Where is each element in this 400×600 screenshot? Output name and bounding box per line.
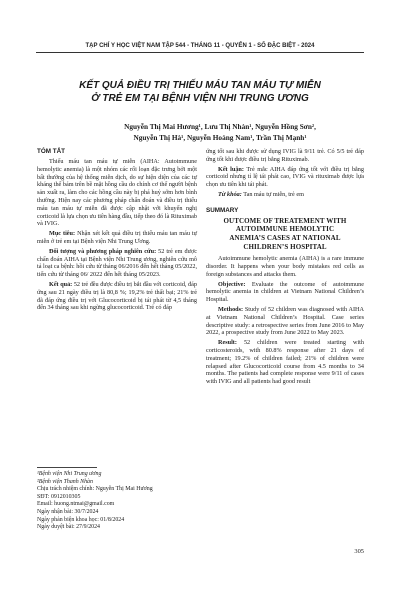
- header-rule: [36, 52, 364, 53]
- en-results-text: 52 children were treated starting with corticosteroids, with 80.8% response after 21 days of treatment; 19.2% of children failed; 21% of children were relapsed after Glucocorticoid course from 4.5 months to 34 months. The patients had complete response were 9/11 of cases with IVIG and all patients had good result: [206, 339, 364, 386]
- title-line-1: KẾT QUẢ ĐIỀU TRỊ THIẾU MÁU TAN MÁU TỰ MIỄN: [79, 80, 321, 91]
- en-intro: Autoimmune hemolytic anemia (AIHA) is a rare immune disorder. It happens when your body mistakes red cells as foreign substances and attacks them.: [206, 255, 364, 278]
- en-objective-text: Evaluate the outcome of autoimmune hemolytic anemia in children at Vietnam National Children’s Hospital.: [206, 280, 364, 304]
- left-column: [37, 148, 197, 314]
- en-methods-label: Methods:: [218, 305, 244, 313]
- vn-objective: [37, 230, 197, 246]
- phone: SĐT: 0912010305: [37, 493, 81, 500]
- en-results: [206, 339, 364, 386]
- right-column: [206, 148, 364, 388]
- en-title-line-2: AUTOIMMUNE HEMOLYTIC: [235, 225, 335, 234]
- vn-objective-text: Nhận xét kết quả điều trị thiếu máu tan máu tự miễn ở trẻ em tại Bệnh viện Nhi Trung Ương.: [37, 230, 197, 245]
- article-title: [40, 79, 360, 105]
- authors-line-1: Nguyễn Thị Mai Hương¹, Lưu Thị Nhàn¹, Nguyễn Hồng Sơn²,: [124, 122, 316, 131]
- vn-results: [37, 281, 197, 312]
- corresponding-author: Chịu trách nhiệm chính: Nguyễn Thị Mai Hương: [37, 486, 153, 493]
- en-methods: [206, 306, 364, 337]
- vn-methods-label: Đối tượng và phương pháp nghiên cứu:: [49, 247, 157, 255]
- vn-methods-text: 52 trẻ em được chẩn đoán AIHA tại Bệnh viện Nhi Trung ương, nghiên cứu mô tả loạt ca bệnh: hồi cứu từ tháng 06/2016 đến hết tháng 05/2022, tiến cứu từ tháng 06/ 2022 đến hết tháng 05/2023.: [37, 247, 197, 279]
- en-methods-text: Study of 52 children was diagnosed with AIHA at Vietnam National Children’s Hospital. Case series descriptive study: a retrospective series from June 2016 to May 2022, a prospective study from June 2022 to May 2023.: [206, 305, 364, 337]
- vn-results-text: 52 trẻ đều được điều trị bắt đầu với corticoid, đáp ứng sau 21 ngày điều trị là 80,8 %; 19,2% trẻ thất bại; 21% trẻ đã đáp ứng điều trị với Glucocorticoid bị tái phát từ 4,5 tháng đến 34 tháng sau khi ngừng glucocorticoid. Trẻ có đáp: [37, 280, 197, 312]
- affiliation-2: ²Bệnh viện Thanh Nhàn: [37, 478, 93, 485]
- author-list: [80, 121, 360, 143]
- title-line-2: Ở TRẺ EM TẠI BỆNH VIỆN NHI TRUNG ƯƠNG: [91, 93, 309, 104]
- vn-keywords: [206, 191, 364, 199]
- vn-conclusion-label: Kết luận:: [218, 165, 244, 173]
- en-title-line-1: OUTCOME OF TREATEMENT WITH: [223, 216, 347, 225]
- vn-abstract-intro: Thiếu máu tan máu tự miễn (AIHA: Autoimmune hemolytic anemia) là một nhóm các rối loạn đặc trưng bởi một bất thường của hệ thống miễn dịch, do sự hiện diện của các tự kháng thể bám trên bề mặt hồng cầu do chính cơ thể người bệnh sản xuất ra, làm cho các hồng cầu này bị phá huỷ sớm hơn bình thường. Hiện nay các phương pháp chẩn đoán và điều trị thiếu máu tan máu tự miễn đã được cập nhật với khuyến nghị corticoid là lựa chọn ưu tiên hàng đầu, tiếp theo đó là Rituximab và IVIG.: [37, 158, 197, 228]
- accepted-date: Ngày duyệt bài: 27/9/2024: [37, 524, 100, 531]
- vn-keywords-label: Từ khóa:: [218, 190, 242, 198]
- footnote-rule: [37, 467, 97, 468]
- vn-methods: [37, 248, 197, 279]
- vn-keywords-text: Tan máu tự miễn, trẻ em: [241, 190, 304, 198]
- received-date: Ngày nhận bài: 30/7/2024: [37, 508, 99, 515]
- en-objective: [206, 281, 364, 304]
- vn-conclusion: [206, 166, 364, 189]
- en-title-line-4: CHILDREN’S HOSPITAL: [243, 242, 327, 251]
- en-results-label: Result:: [218, 339, 237, 347]
- en-summary-heading: SUMMARY: [206, 206, 239, 214]
- vn-abstract-heading: TÓM TẮT: [37, 148, 65, 155]
- en-objective-label: Objective:: [218, 280, 246, 288]
- en-title-line-3: ANEMIA’S CASES AT NATIONAL: [229, 233, 341, 242]
- vn-results-continued: ứng tốt sau khi được sử dụng IVIG là 9/11 trẻ. Có 5/5 trẻ đáp ứng tốt khi được điều trị bằng Rituximab.: [206, 148, 364, 163]
- vn-conclusion-text: Trẻ mắc AIHA đáp ứng tốt với điều trị bằng corticoid nhưng tỉ lệ tái phát cao, IVIG và rituximab được lựa chọn ưu tiên khi tái phát.: [206, 165, 364, 189]
- review-date: Ngày phản biện khoa học: 01/8/2024: [37, 516, 125, 523]
- en-title: [206, 217, 364, 251]
- email: Email: huong.ntmai@gmail.com: [37, 501, 115, 508]
- journal-header: TẠP CHÍ Y HỌC VIỆT NAM TẬP 544 - THÁNG 11 - QUYỂN 1 - SỐ ĐẶC BIỆT - 2024: [85, 43, 315, 49]
- page-number: 305: [354, 548, 364, 555]
- footnotes: [37, 467, 197, 532]
- authors-line-2: Nguyễn Thị Hà¹, Nguyễn Hoàng Nam¹, Trần Thị Mạnh¹: [133, 133, 307, 142]
- vn-results-label: Kết quả:: [49, 280, 73, 288]
- affiliation-1: ¹Bệnh viện Nhi Trung ương: [37, 471, 102, 477]
- vn-objective-label: Mục tiêu:: [49, 230, 76, 238]
